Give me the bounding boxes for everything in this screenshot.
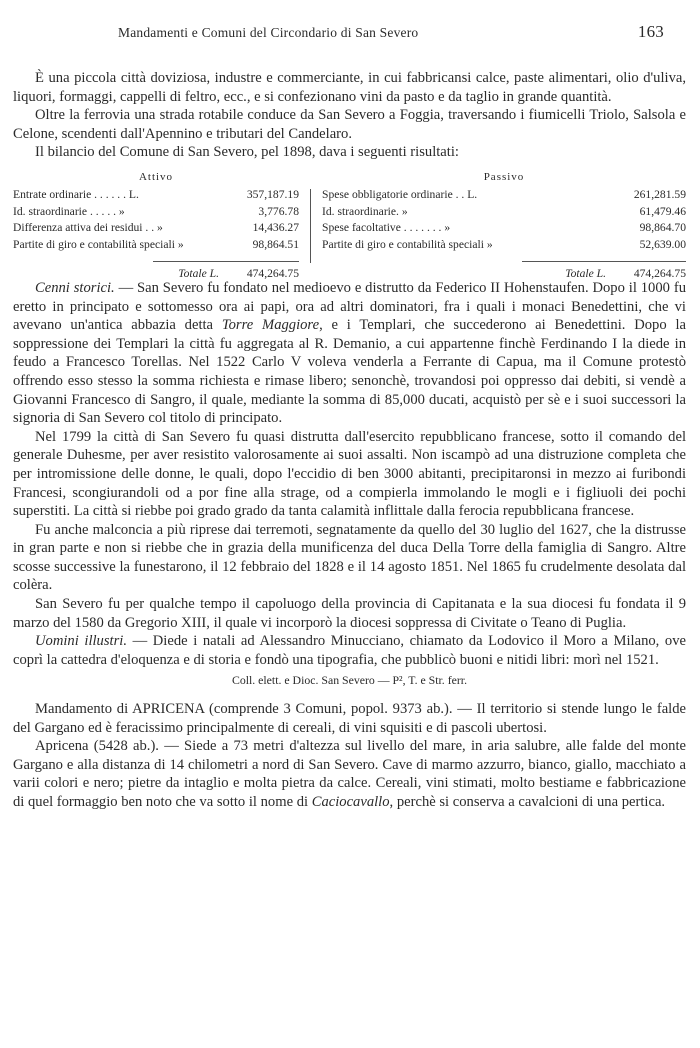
total-amount: 474,264.75 bbox=[246, 267, 299, 281]
paragraph-cenni-storici bbox=[13, 279, 686, 428]
table-row bbox=[322, 237, 686, 254]
page-number: 163 bbox=[637, 22, 664, 41]
total-label: Totale L. bbox=[178, 267, 219, 281]
total-row bbox=[322, 266, 686, 283]
table-row bbox=[322, 220, 686, 237]
row-label: Id. straordinarie . . . . . » bbox=[13, 204, 125, 218]
cenni-text: — San Severo fu fondato nel medioevo e distrutto da Federico II Hohenstaufen. Dopo il 1000 fu eretto in principato e sottomesso ora ai papi, ora ad altri dominatori, fra i quali i monaci Benedettini, che vi avevano un'antica abbazia detta bbox=[13, 279, 686, 334]
cenni-heading: Cenni storici. bbox=[35, 279, 115, 296]
budget-passivo bbox=[322, 167, 686, 283]
attivo-title: Attivo bbox=[138, 170, 174, 183]
budget-attivo bbox=[13, 167, 299, 283]
row-amount: 357,187.19 bbox=[246, 187, 299, 201]
total-rule bbox=[153, 253, 299, 262]
row-label: Id. straordinarie. » bbox=[322, 204, 408, 218]
row-amount: 98,864.70 bbox=[639, 221, 686, 235]
row-amount: 98,864.51 bbox=[252, 237, 299, 251]
row-amount: 61,479.46 bbox=[639, 204, 686, 218]
paragraph-1799: Nel 1799 la città di San Severo fu quasi distrutta dall'esercito repubblicano francese, sotto il comando del generale Duhesme, per aver resistito valorosamente ai suoi assalti. Non iscampò ad una distruzione completa che per intromissione delle donne, le quali, dopo l'eccidio di ben 3000 abitanti, precipitaronsi in mezzo ai furibondi Francesi, scongiurandoli od a por fine alla strage, od a compierla immolando le mogli e i figliuoli dei pochi superstiti. La città si riebbe poi grado grado da tanta calamità inflittale dalla ferocia repubblicana francese. bbox=[13, 428, 686, 520]
row-amount: 14,436.27 bbox=[252, 221, 299, 235]
apricena-text: Apricena (5428 ab.). — Siede a 73 metri d'altezza sul livello del mare, in aria salubre, alle falde del monte Gargano e alla distanza di 14 chilometri a nord di San Severo. Cave di marmo azzurro, bianco, giallo, macchiato a varii colori e nero; pietre da intaglio e molta pietra da calce. Cereali, vini stimati, molto bestiame e fabbricazione di quel formaggio ben noto che va sotto il nome di bbox=[13, 738, 686, 810]
row-label: Partite di giro e contabilità speciali » bbox=[322, 237, 493, 251]
page-body bbox=[13, 69, 686, 812]
mandamento-text: (comprende 3 Comuni, popol. 9373 ab.). — Il territorio si stende lungo le falde del Gargano ed è feracissimo principalmente di cereali, di vini squisiti e di pascoli ubertosi. bbox=[13, 701, 686, 736]
table-row bbox=[322, 187, 686, 204]
paragraph-apricena bbox=[13, 737, 686, 811]
paragraph-budget-intro: Il bilancio del Comune di San Severo, pel 1898, dava i seguenti risultati: bbox=[35, 144, 459, 161]
passivo-title: Passivo bbox=[483, 170, 525, 183]
running-title: Mandamenti e Comuni del Circondario di San Severo bbox=[118, 25, 419, 40]
row-amount: 261,281.59 bbox=[633, 187, 686, 201]
row-label: Spese facoltative . . . . . . . » bbox=[322, 221, 451, 235]
mandamento-lead: Mandamento di bbox=[35, 701, 133, 718]
caciocavallo: Caciocavallo bbox=[311, 794, 390, 810]
mandamento-name: APRICENA bbox=[132, 701, 205, 718]
column-divider bbox=[310, 189, 311, 263]
paragraph-uomini-illustri bbox=[13, 632, 686, 669]
paragraph-capitanata: San Severo fu per qualche tempo il capoluogo della provincia di Capitanata e la sua diocesi fu fondata il 9 marzo del 1580 da Gregorio XIII, il quale vi incorporò la diocesi soppressa di Civitate o Teano di Puglia. bbox=[13, 596, 686, 631]
apricena-text-2: , perchè si conserva a cavalcioni di una pertica. bbox=[389, 794, 666, 810]
uomini-text: — Diede i natali ad Alessandro Minucciano, chiamato da Lodovico il Moro a Milano, ove coprì la cattedra d'eloquenza e di storia e fondò una tipografia, che pubblicò buoni e nitidi libri: morì nel 1521. bbox=[13, 633, 686, 668]
paragraph-mandamento bbox=[13, 700, 686, 737]
page-header bbox=[34, 22, 664, 48]
total-amount: 474,264.75 bbox=[633, 267, 686, 281]
total-label: Totale L. bbox=[565, 267, 606, 281]
row-label: Differenza attiva dei residui . . » bbox=[13, 221, 163, 235]
row-label: Partite di giro e contabilità speciali » bbox=[13, 237, 184, 251]
table-row bbox=[13, 187, 299, 204]
row-label: Spese obbligatorie ordinarie . . L. bbox=[322, 187, 478, 201]
total-rule bbox=[522, 253, 686, 262]
row-label: Entrate ordinarie . . . . . . L. bbox=[13, 187, 139, 201]
cenni-text-2: , e i Templari, che succederono ai Benedettini. Dopo la soppressione dei Templari la città fu aggregata al R. Demanio, a cui appartenne finchè Ferdinando I la diede in feudo a Francesco Torellas. Nel 1522 Carlo V voleva venderla a Ferrante di Capua, ma il Comune protestò offrendo esso stesso la somma richiesta e rimase libero; senonchè, trovandosi poi oppresso dai debiti, si vendè a Giovanni Francesco di Sangro, il quale, mediante la somma di 85,000 ducati, acquistò per sè e i suoi successori la signoria di San Severo col titolo di principato. bbox=[13, 317, 686, 427]
table-row bbox=[13, 220, 299, 237]
row-amount: 52,639.00 bbox=[639, 237, 686, 251]
uomini-heading: Uomini illustri. bbox=[35, 633, 127, 650]
table-row bbox=[322, 204, 686, 221]
torre-maggiore: Torre Maggiore bbox=[221, 317, 320, 334]
row-amount: 3,776.78 bbox=[258, 204, 299, 218]
total-row bbox=[13, 266, 299, 283]
collegio-note: Coll. elett. e Dioc. San Severo — P², T. e Str. ferr. bbox=[231, 673, 468, 688]
paragraph-earthquakes: Fu anche malconcia a più riprese dai terremoti, segnatamente da quello del 30 luglio del 1627, che la distrusse in gran parte e non si riebbe che in grazia della munificenza del duca Della Torre della famiglia di Sangro. Altre scosse successive la funestarono, il 12 febbraio del 1828 e il 14 agosto 1851. Nel 1865 fu crudelmente desolata dal colèra. bbox=[13, 521, 686, 594]
table-row bbox=[13, 204, 299, 221]
table-row bbox=[13, 237, 299, 254]
paragraph-intro: È una piccola città doviziosa, industre e commerciante, in cui fabbricansi calce, paste alimentari, olio d'uliva, liquori, formaggi, cappelli di feltro, ecc., e si confezionano vini da pasto e da taglio in grande quantità. bbox=[13, 70, 686, 105]
paragraph-roads: Oltre la ferrovia una strada rotabile conduce da San Severo a Foggia, traversando i fiumicelli Triolo, Salsola e Celone, scendenti dall'Apennino e tributari del Candelaro. bbox=[13, 107, 686, 142]
budget-table bbox=[13, 167, 686, 281]
